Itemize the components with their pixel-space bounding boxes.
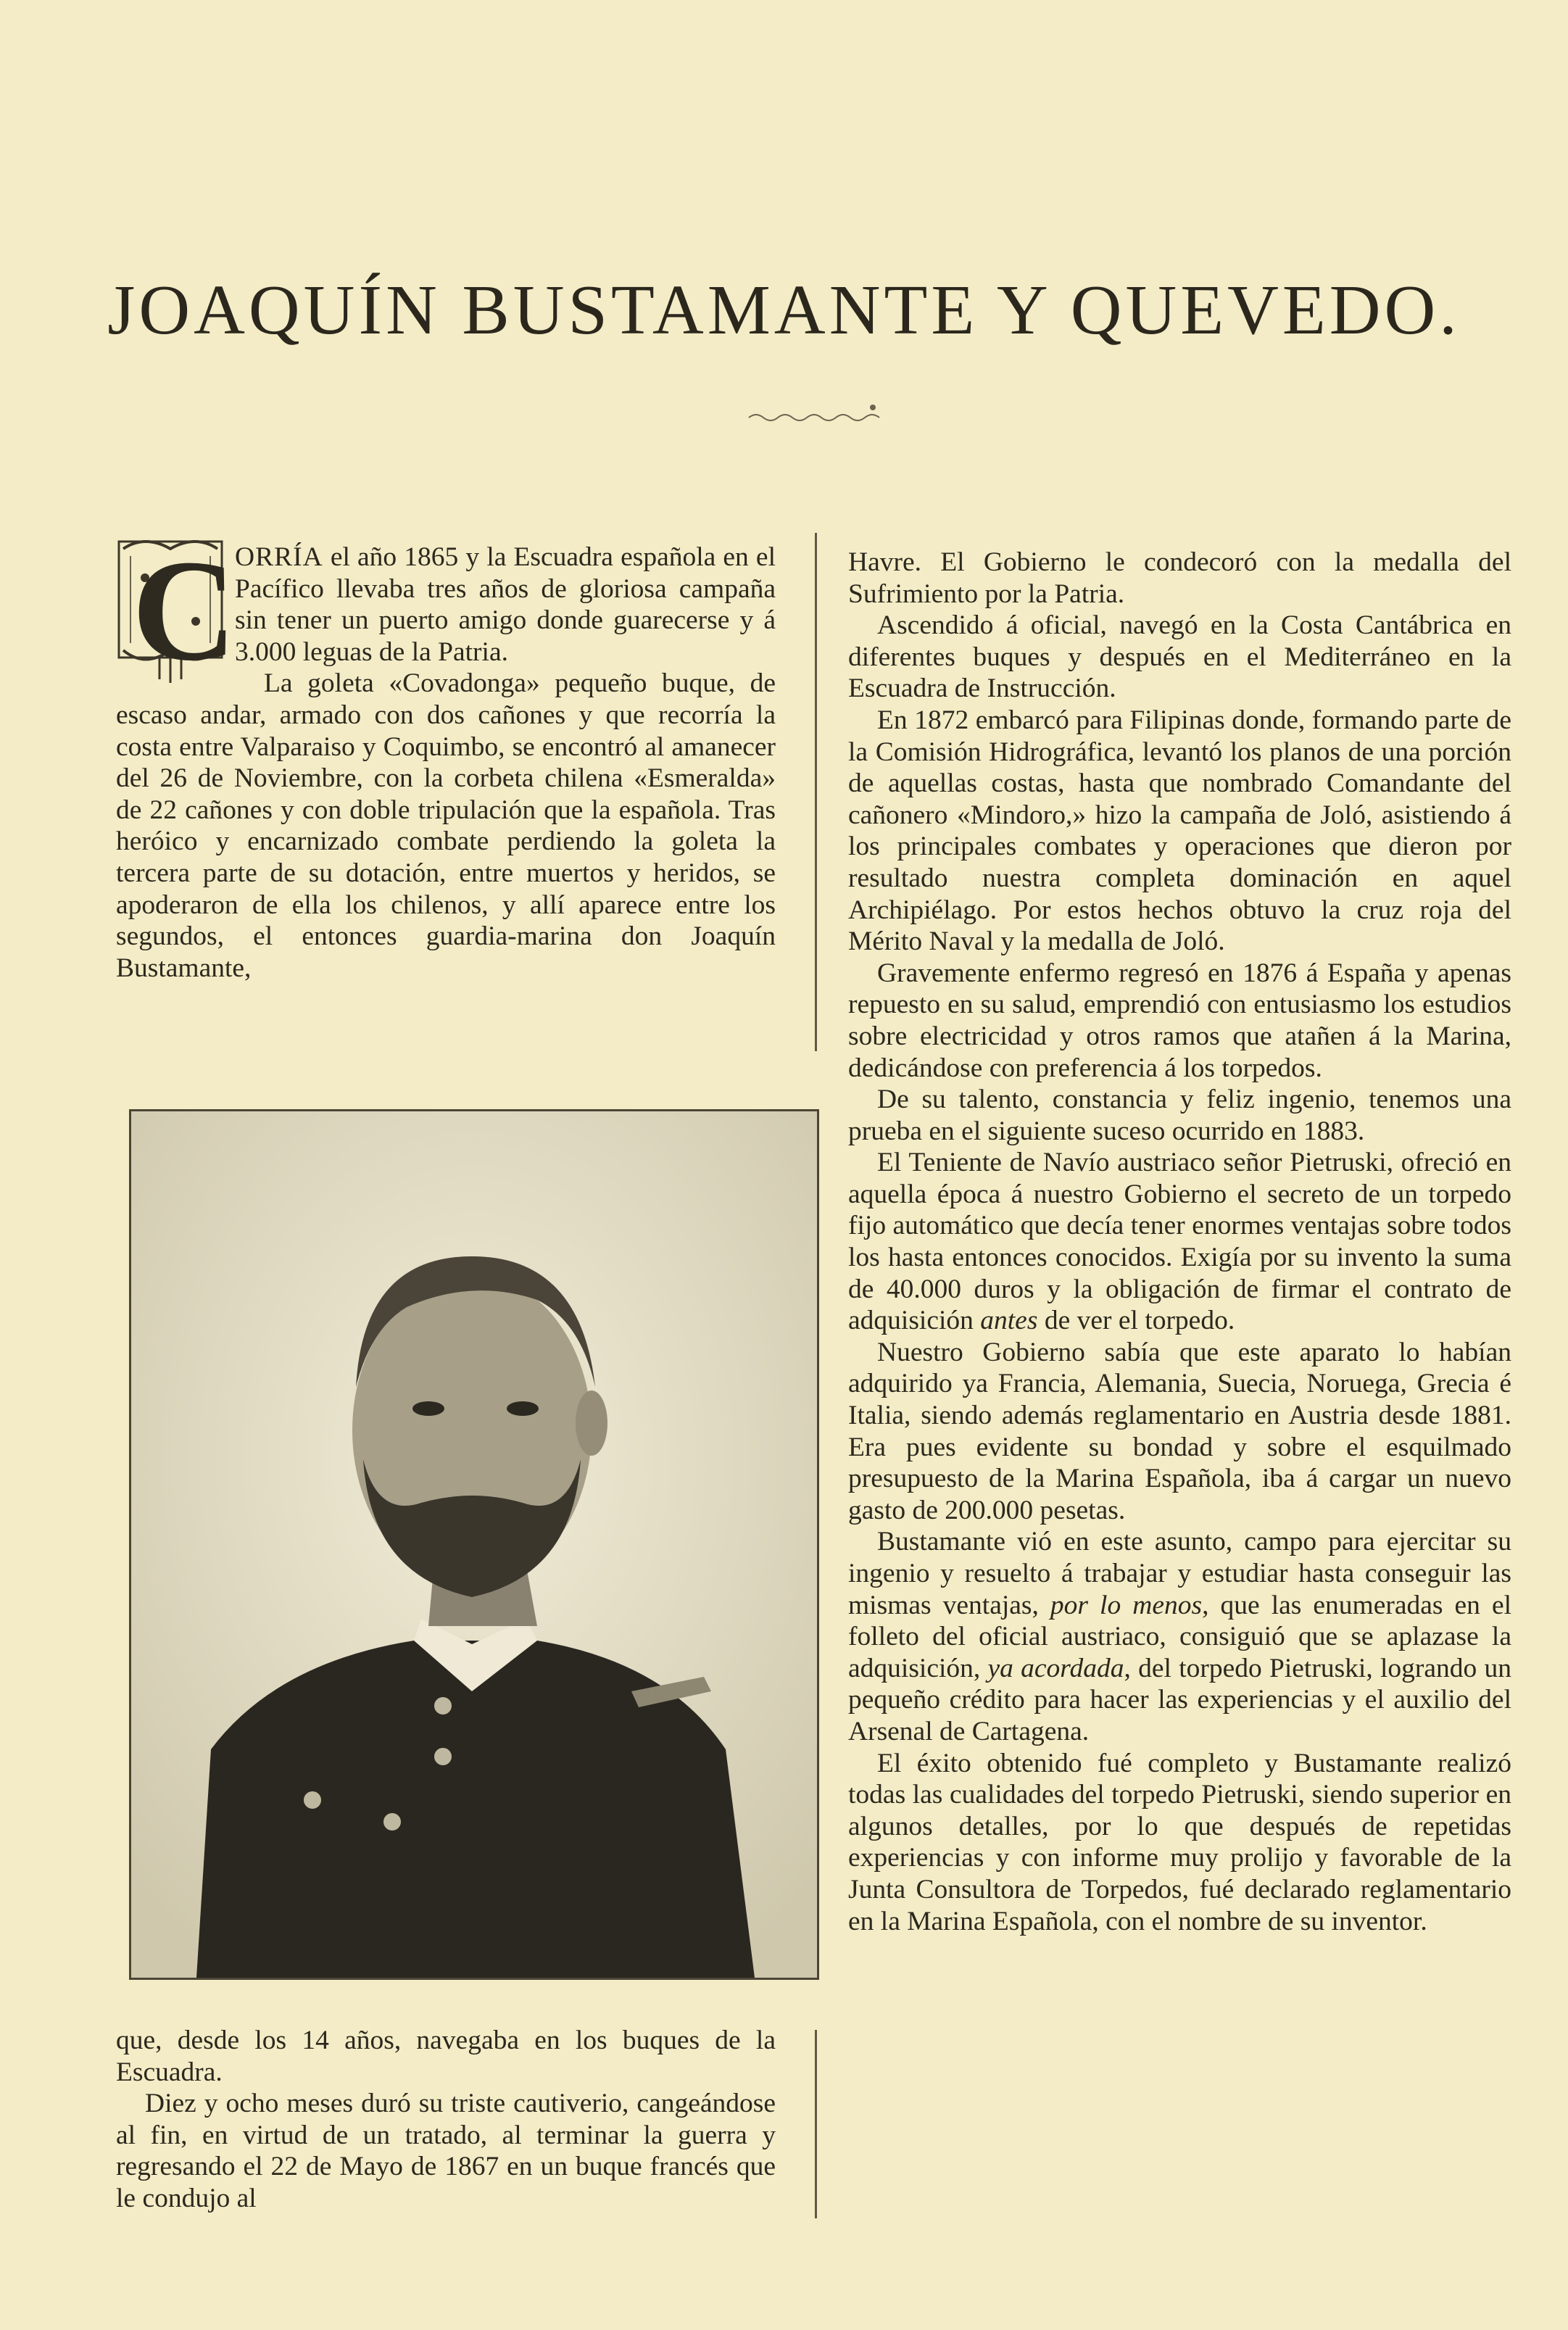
paragraph: Nuestro Gobierno sabía que este aparato lo habían adquirido ya Francia, Alemania, Suecia, Noruega, Grecia é Italia, siendo además reglamentario en Austria desde 1881. Era pues evidente su bondad y sobre el esquilmado presupuesto de la Marina Española, iba á cargar un nuevo gasto de 200.000 pesetas. xyxy=(848,1337,1511,1525)
paragraph: La goleta «Covadonga» pequeño buque, de escaso andar, armado con dos cañones y que recorría la costa entre Valparaiso y Coquimbo, se encontró al amanecer del 26 de Noviembre, con la corbeta chilena «Esmeralda» de 22 cañones y con doble tripulación que la española. Tras heróico y encarnizado combate perdiendo la goleta la tercera parte de su dotación, entre muertos y heridos, se apoderaron de ella los chilenos, y allí aparece entre los segundos, el entonces guardia-marina don Joaquín Bustamante, xyxy=(116,668,776,983)
opening-paragraph-text: el año 1865 y la Escuadra española en el Pacífico llevaba tres años de gloriosa campaña sin tener un puerto amigo donde guarecerse y á 3.000 leguas de la Patria. xyxy=(235,542,776,667)
paragraph-text: , que las enumeradas en el folleto del oficial austriaco, consiguió que se aplazase la adquisición, xyxy=(848,1590,1512,1683)
paragraph-text: Bustamante vió en este asunto, campo para ejercitar su ingenio y resuelto á trabajar y estudiar hasta conseguir las mismas ventajas, xyxy=(848,1527,1511,1620)
emphasis: antes xyxy=(980,1306,1038,1336)
portrait-photo-icon xyxy=(131,1111,817,1978)
paragraph-text: El Teniente de Navío austriaco señor Pietruski, ofreció en aquella época á nuestro Gobierno el secreto de un torpedo fijo automático que decía tener enormes ventajas sobre todos los hasta entonces conocidos. Exigía por su invento la suma de 40.000 duros y la obligación de firmar el contrato de adquisición xyxy=(848,1148,1511,1336)
column-divider xyxy=(815,2030,817,2218)
paragraph xyxy=(848,1526,1511,1747)
page-title: JOAQUÍN BUSTAMANTE Y QUEVEDO. xyxy=(107,271,1461,349)
paragraph: En 1872 embarcó para Filipinas donde, formando parte de la Comisión Hidrográfica, levantó los planos de una porción de aquellas costas, hasta que nombrado Comandante del cañonero «Mindoro,» hizo la campaña de Joló, asistiendo á los principales combates y operaciones que dieron por resultado nuestra completa dominación en aquel Archipiélago. Por estos hechos obtuvo la cruz roja del Mérito Naval y la medalla de Joló. xyxy=(848,705,1511,957)
column-divider xyxy=(815,533,817,1051)
opening-paragraph xyxy=(116,531,776,691)
initial-letter: C xyxy=(132,531,237,691)
title-ornament xyxy=(745,403,883,425)
portrait-image xyxy=(129,1109,819,1980)
paragraph-text: de ver el torpedo. xyxy=(1037,1306,1235,1336)
paragraph: Ascendido á oficial, navegó en la Costa Cantábrica en diferentes buques y después en el Mediterráneo en la Escuadra de Instrucción. xyxy=(848,610,1511,704)
paragraph xyxy=(848,1147,1511,1337)
decorative-initial xyxy=(116,531,237,691)
left-column-bottom xyxy=(116,2025,776,2215)
paragraph: Havre. El Gobierno le condecoró con la medalla del Sufrimiento por la Patria. xyxy=(848,547,1511,609)
paragraph: Gravemente enfermo regresó en 1876 á España y apenas repuesto en su salud, emprendió con entusiasmo los estudios sobre electricidad y otros ramos que atañen á la Marina, dedicándose con preferencia á los torpedos. xyxy=(848,958,1511,1083)
right-column xyxy=(848,547,1511,1937)
paragraph: El éxito obtenido fué completo y Bustamante realizó todas las cualidades del torpedo Pietruski, siendo superior en algunos detalles, por lo que después de repetidas experiencias y con informe muy prolijo y favorable de la Junta Consultora de Torpedos, fué declarado reglamentario en la Marina Española, con el nombre de su inventor. xyxy=(848,1748,1511,1936)
paragraph: Diez y ocho meses duró su triste cautiverio, cangeándose al fin, en virtud de un tratado, al terminar la guerra y regresando el 22 de Mayo de 1867 en un buque francés que le condujo al xyxy=(116,2089,776,2213)
first-word-rest: ORRÍA xyxy=(235,542,323,572)
paragraph-text: , del torpedo Pietruski, logrando un pequeño crédito para hacer las experiencias y el auxilio del Arsenal de Cartagena. xyxy=(848,1653,1511,1746)
paragraph: De su talento, constancia y feliz ingenio, tenemos una prueba en el siguiente suceso ocurrido en 1883. xyxy=(848,1085,1511,1146)
left-column-top xyxy=(116,531,776,984)
paragraph: que, desde los 14 años, navegaba en los buques de la Escuadra. xyxy=(116,2026,776,2087)
emphasis: por lo menos xyxy=(1050,1590,1203,1620)
emphasis: ya acordada xyxy=(987,1653,1124,1683)
